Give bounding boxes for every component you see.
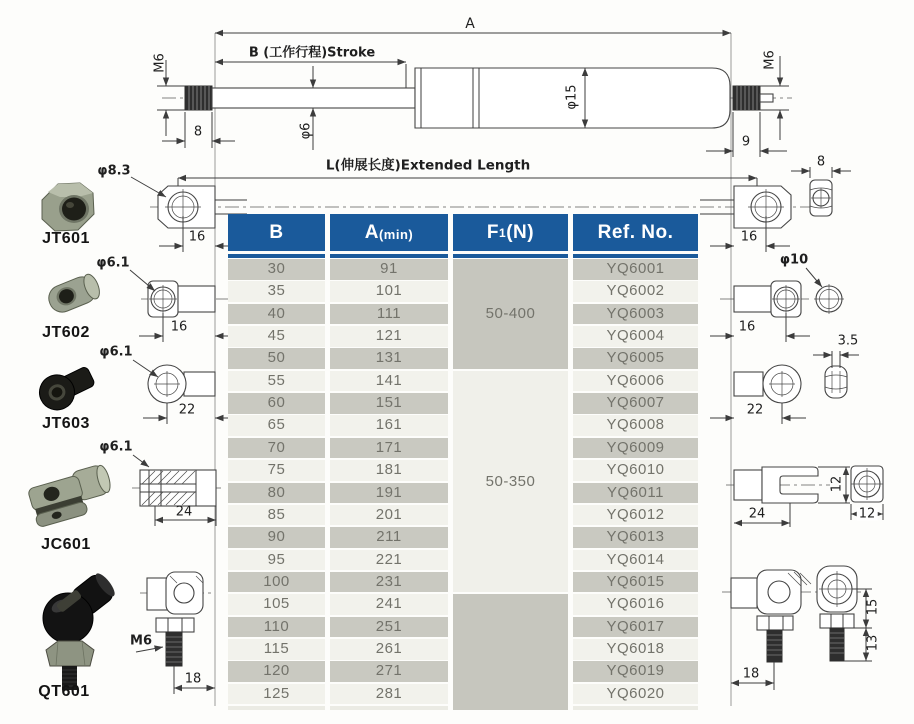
cell-b: 110 — [228, 617, 325, 638]
cell-b: 120 — [228, 661, 325, 682]
cell-b: 35 — [228, 281, 325, 302]
cell-b: 40 — [228, 304, 325, 325]
cell-ref: YQ6015 — [573, 572, 698, 593]
dim-label-16-right2: 16 — [738, 319, 756, 335]
part-label-jt601: JT601 — [42, 230, 90, 247]
dim-label-8-left: 8 — [193, 124, 203, 140]
cell-b: 105 — [228, 594, 325, 615]
dim-label-l-extended: L(伸展长度)Extended Length — [325, 157, 531, 174]
cell-a: 141 — [330, 371, 448, 392]
dim-label-16-jt601: 16 — [188, 229, 206, 245]
dia-label-jt602: φ6.1 — [96, 255, 130, 271]
dim-label-b-stroke: B (工作行程)Stroke — [248, 45, 376, 61]
cell-b: 100 — [228, 572, 325, 593]
cell-ref: YQ6010 — [573, 460, 698, 481]
dim-label-22-left: 22 — [178, 402, 196, 418]
cell-a: 241 — [330, 594, 448, 615]
dia-label-phi10: φ10 — [779, 252, 809, 268]
partial-row-sliver — [330, 706, 448, 710]
cell-b: 45 — [228, 326, 325, 347]
cell-b: 30 — [228, 259, 325, 280]
part-label-jt602: JT602 — [42, 324, 90, 341]
partial-row-sliver — [573, 706, 698, 710]
dim-label-16-right1: 16 — [740, 229, 758, 245]
cell-a: 181 — [330, 460, 448, 481]
cell-b: 75 — [228, 460, 325, 481]
cell-ref: YQ6012 — [573, 505, 698, 526]
cell-ref: YQ6008 — [573, 415, 698, 436]
cell-a: 271 — [330, 661, 448, 682]
dim-label-slot-35: 3.5 — [837, 333, 859, 349]
cell-b: 90 — [228, 527, 325, 548]
cell-b: 115 — [228, 639, 325, 660]
cell-b: 80 — [228, 483, 325, 504]
dim-label-body-dia: φ15 — [564, 84, 580, 110]
dia-label-jc601: φ6.1 — [99, 439, 133, 455]
cell-a: 191 — [330, 483, 448, 504]
part-label-qt601: QT601 — [38, 683, 90, 700]
dim-label-hex-width: 8 — [816, 154, 826, 170]
f1-merged-cell: 50-350 — [453, 371, 568, 593]
header-a-label: A — [364, 221, 379, 243]
cell-a: 281 — [330, 684, 448, 705]
cell-a: 231 — [330, 572, 448, 593]
dim-label-m6-right: M6 — [762, 50, 778, 70]
cell-b: 70 — [228, 438, 325, 459]
table-header-ref-no — [573, 214, 698, 251]
cell-ref: YQ6014 — [573, 550, 698, 571]
cell-a: 111 — [330, 304, 448, 325]
jt601-photo — [42, 183, 94, 231]
table-header-a-min — [330, 214, 448, 251]
header-ref-label: Ref. No. — [597, 221, 674, 243]
dim-label-18-left: 18 — [184, 671, 202, 687]
jt602-photo — [45, 272, 103, 316]
cell-a: 151 — [330, 393, 448, 414]
dim-label-12-height: 12 — [829, 475, 845, 493]
cell-a: 171 — [330, 438, 448, 459]
cell-a: 201 — [330, 505, 448, 526]
header-underline — [453, 254, 568, 258]
cell-ref: YQ6018 — [573, 639, 698, 660]
table-header-f1n: F 1 (N) — [453, 214, 568, 251]
dia-label-jt601: φ8.3 — [97, 163, 131, 179]
cell-ref: YQ6003 — [573, 304, 698, 325]
cell-ref: YQ6011 — [573, 483, 698, 504]
dim-label-12-width: 12 — [858, 506, 876, 522]
partial-row-sliver — [228, 706, 325, 710]
cell-b: 60 — [228, 393, 325, 414]
header-f-paren-label: (N) — [506, 221, 535, 243]
dim-label-9-right: 9 — [741, 134, 751, 150]
cell-a: 91 — [330, 259, 448, 280]
header-f-label: F — [486, 221, 500, 243]
cell-ref: YQ6002 — [573, 281, 698, 302]
cell-b: 65 — [228, 415, 325, 436]
cell-a: 161 — [330, 415, 448, 436]
cell-b: 55 — [228, 371, 325, 392]
qt601-photo — [43, 570, 118, 690]
dim-label-13: 13 — [865, 634, 881, 652]
cell-ref: YQ6004 — [573, 326, 698, 347]
f1-merged-cell — [453, 594, 568, 710]
dim-label-15: 15 — [865, 598, 881, 616]
cell-ref: YQ6007 — [573, 393, 698, 414]
cell-b: 85 — [228, 505, 325, 526]
cell-ref: YQ6013 — [573, 527, 698, 548]
cell-a: 101 — [330, 281, 448, 302]
header-b-label: B — [269, 221, 284, 243]
cell-a: 131 — [330, 348, 448, 369]
jc601-photo — [26, 463, 116, 528]
jt603-photo — [34, 360, 99, 416]
cell-a: 121 — [330, 326, 448, 347]
table-body — [228, 259, 698, 715]
dim-label-24-left: 24 — [175, 504, 193, 520]
cell-ref: YQ6017 — [573, 617, 698, 638]
cell-b: 50 — [228, 348, 325, 369]
dim-label-18-right: 18 — [742, 666, 760, 682]
cell-a: 251 — [330, 617, 448, 638]
dim-label-16-jt602: 16 — [170, 319, 188, 335]
dim-label-rod-dia: φ6 — [298, 122, 314, 140]
cell-b: 125 — [228, 684, 325, 705]
cell-a: 221 — [330, 550, 448, 571]
part-label-jc601: JC601 — [41, 536, 91, 553]
header-underline — [228, 254, 325, 258]
cell-ref: YQ6001 — [573, 259, 698, 280]
dia-label-jt603: φ6.1 — [99, 344, 133, 360]
header-underline — [573, 254, 698, 258]
cell-ref: YQ6005 — [573, 348, 698, 369]
cell-a: 211 — [330, 527, 448, 548]
table-header-b — [228, 214, 325, 251]
dim-label-m6-qt601: M6 — [130, 633, 152, 649]
header-underline — [330, 254, 448, 258]
dim-label-22-right: 22 — [746, 402, 764, 418]
cell-ref: YQ6009 — [573, 438, 698, 459]
cell-ref: YQ6016 — [573, 594, 698, 615]
part-label-jt603: JT603 — [42, 415, 90, 432]
dim-label-a: A — [465, 16, 475, 32]
cell-a: 261 — [330, 639, 448, 660]
dim-label-m6-left: M6 — [152, 53, 168, 73]
cell-ref: YQ6019 — [573, 661, 698, 682]
header-a-sub-label: (min) — [378, 226, 414, 242]
cell-b: 95 — [228, 550, 325, 571]
cell-ref: YQ6006 — [573, 371, 698, 392]
cell-ref: YQ6020 — [573, 684, 698, 705]
f1-merged-cell: 50-400 — [453, 259, 568, 369]
dim-label-24-right: 24 — [748, 506, 766, 522]
